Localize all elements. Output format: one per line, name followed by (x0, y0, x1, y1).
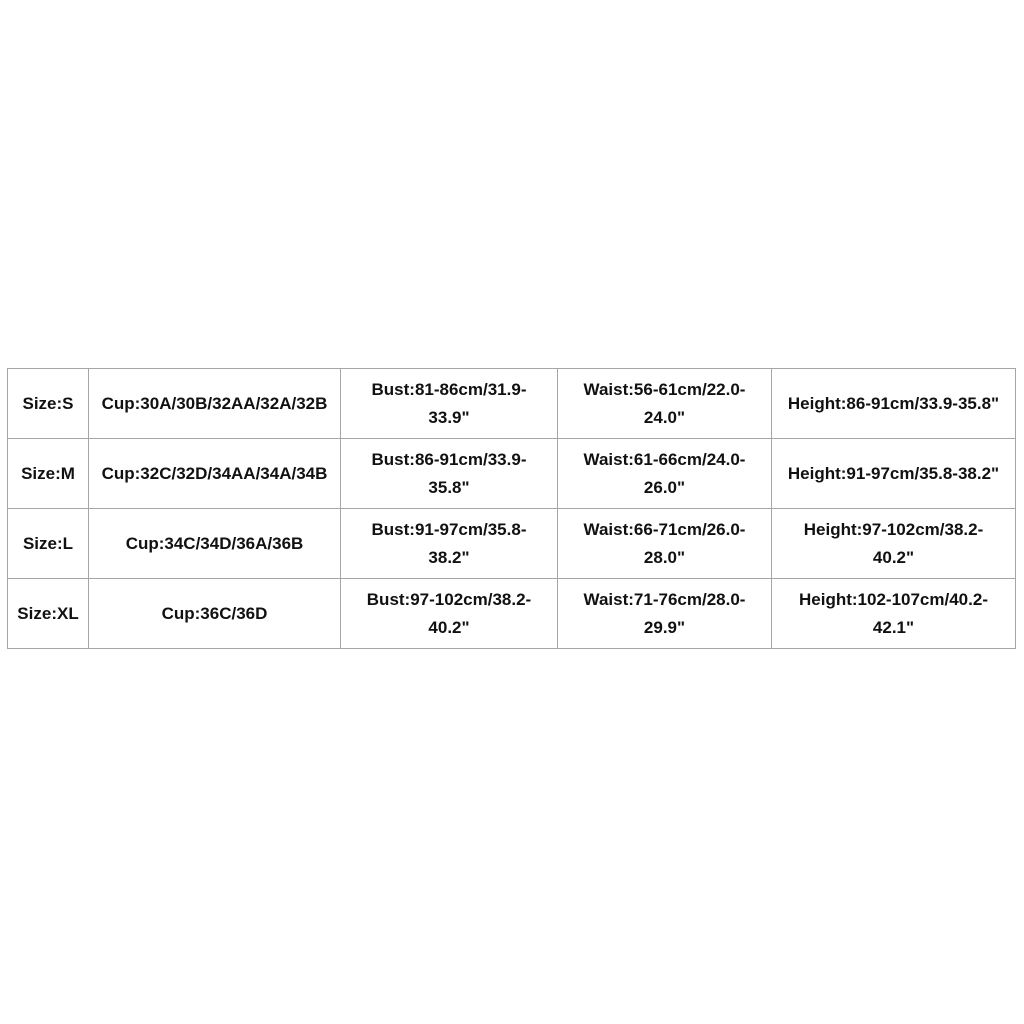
height-line: 40.2" (872, 547, 915, 567)
size-label: Size:XL (17, 603, 79, 623)
cup-cell (89, 579, 341, 649)
waist-line: 28.0" (643, 547, 686, 567)
bust-line: 40.2" (428, 617, 470, 637)
height-cell (772, 369, 1016, 439)
waist-line: 26.0" (643, 477, 686, 497)
bust-line: 38.2" (428, 547, 470, 567)
waist-cell (558, 439, 772, 509)
size-label: Size:S (22, 393, 74, 413)
waist-line: Waist:71-76cm/28.0- (583, 589, 746, 609)
height-line: 42.1" (872, 617, 915, 637)
cup-label: Cup:36C/36D (161, 603, 268, 623)
height-line: Height:86-91cm/33.9-35.8" (787, 393, 1000, 413)
bust-cell (341, 369, 558, 439)
size-cell (8, 579, 89, 649)
waist-cell (558, 369, 772, 439)
height-line: Height:97-102cm/38.2- (803, 519, 984, 539)
cup-cell (89, 509, 341, 579)
height-cell (772, 439, 1016, 509)
size-chart-table (7, 368, 1016, 649)
waist-cell (558, 509, 772, 579)
bust-line: 35.8" (428, 477, 470, 497)
waist-cell (558, 579, 772, 649)
waist-line: 24.0" (643, 407, 686, 427)
height-cell (772, 579, 1016, 649)
table-row (8, 369, 1016, 439)
cup-label: Cup:30A/30B/32AA/32A/32B (101, 393, 328, 413)
size-label: Size:M (21, 463, 75, 483)
bust-line: Bust:81-86cm/31.9- (371, 379, 527, 399)
waist-line: 29.9" (643, 617, 686, 637)
size-cell (8, 509, 89, 579)
height-cell (772, 509, 1016, 579)
size-cell (8, 439, 89, 509)
cup-cell (89, 439, 341, 509)
table-row (8, 579, 1016, 649)
bust-cell (341, 509, 558, 579)
height-line: Height:102-107cm/40.2- (799, 589, 988, 609)
table-row (8, 439, 1016, 509)
size-cell (8, 369, 89, 439)
waist-line: Waist:61-66cm/24.0- (583, 449, 746, 469)
cup-label: Cup:32C/32D/34AA/34A/34B (101, 463, 328, 483)
bust-line: Bust:91-97cm/35.8- (371, 519, 527, 539)
table-row (8, 509, 1016, 579)
size-label: Size:L (22, 533, 74, 553)
bust-cell (341, 439, 558, 509)
bust-line: Bust:86-91cm/33.9- (371, 449, 527, 469)
waist-line: Waist:66-71cm/26.0- (583, 519, 746, 539)
cup-cell (89, 369, 341, 439)
bust-cell (341, 579, 558, 649)
waist-line: Waist:56-61cm/22.0- (583, 379, 746, 399)
bust-line: 33.9" (428, 407, 470, 427)
height-line: Height:91-97cm/35.8-38.2" (787, 463, 1000, 483)
cup-label: Cup:34C/34D/36A/36B (125, 533, 304, 553)
bust-line: Bust:97-102cm/38.2- (366, 589, 532, 609)
